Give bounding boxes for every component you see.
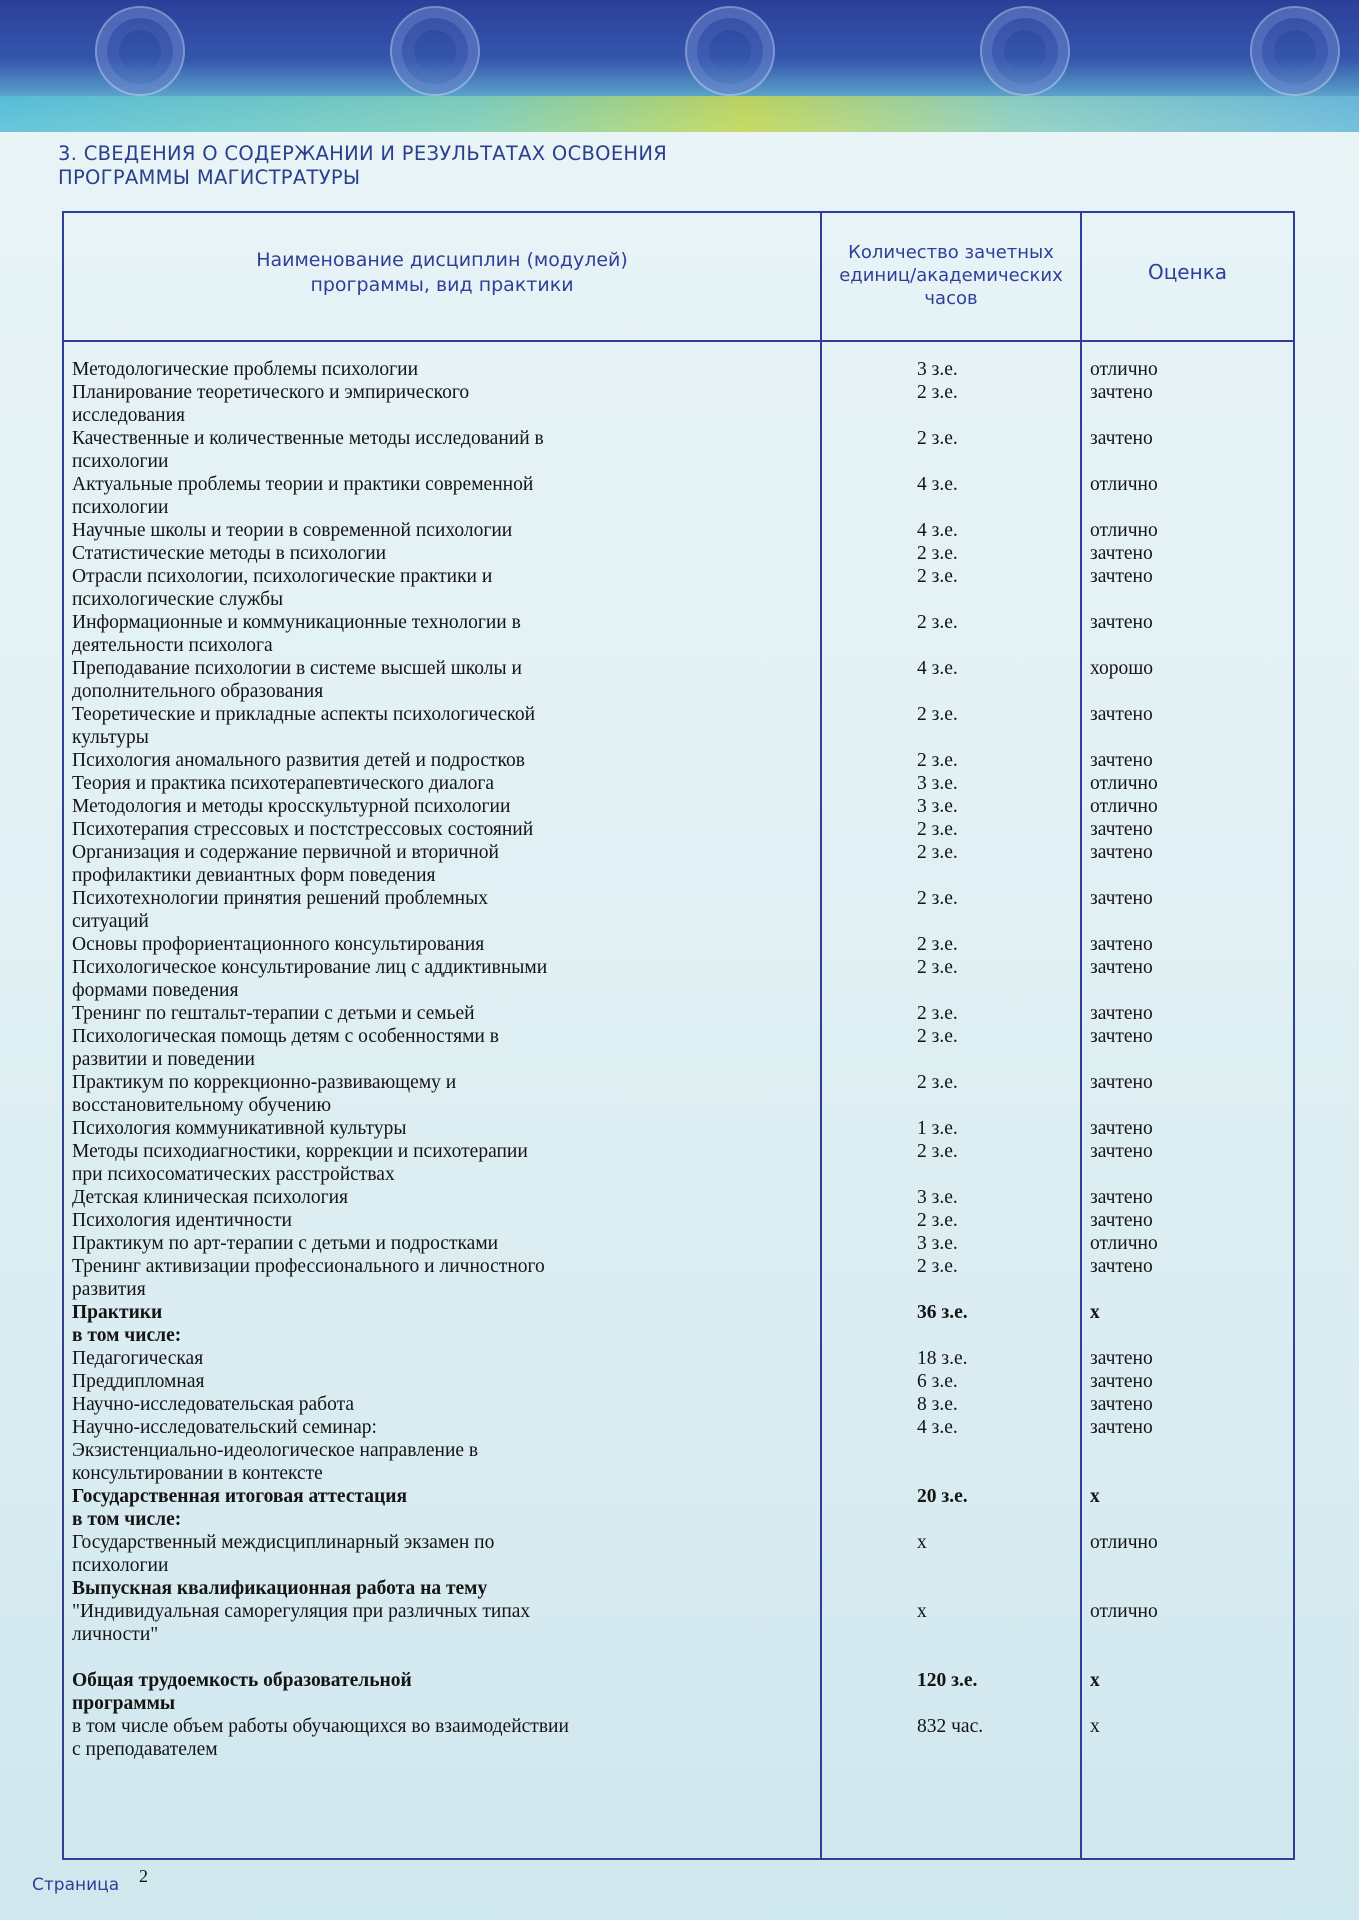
discipline-name-line-1: Преподавание психологии в системе высшей школы и — [72, 658, 522, 679]
grade: отлично — [1090, 773, 1158, 794]
grade: зачтено — [1090, 1003, 1153, 1024]
grade: отлично — [1090, 520, 1158, 541]
discipline-name — [72, 956, 672, 1002]
grade: x — [1090, 1302, 1100, 1323]
grade: зачтено — [1090, 934, 1153, 955]
discipline-name — [72, 1002, 672, 1025]
discipline-name — [72, 473, 672, 519]
section-title — [58, 142, 818, 190]
discipline-name-line-1: в том числе объем работы обучающихся во взаимодействии — [72, 1716, 569, 1737]
grade: зачтено — [1090, 1394, 1153, 1415]
banner-color-band — [0, 96, 1359, 132]
grade: x — [1090, 1670, 1100, 1691]
header-units-line-1: Количество зачетных — [848, 242, 1054, 263]
header-credit-units — [822, 241, 1080, 310]
rosette-ornament-2 — [390, 6, 480, 96]
discipline-name — [72, 703, 672, 749]
page-label: Страница — [32, 1875, 120, 1895]
discipline-name — [72, 565, 672, 611]
credit-units: 4 з.е. — [917, 658, 958, 679]
grade: зачтено — [1090, 750, 1153, 771]
discipline-name — [72, 887, 672, 933]
credit-units: 3 з.е. — [917, 796, 958, 817]
discipline-name-line-2: психологии — [72, 451, 169, 472]
discipline-name — [72, 1393, 672, 1416]
credit-units: 20 з.е. — [917, 1486, 968, 1507]
discipline-name — [72, 1232, 672, 1255]
discipline-name-line-1: Актуальные проблемы теории и практики современной — [72, 474, 534, 495]
discipline-name-line-1: Научные школы и теории в современной психологии — [72, 520, 513, 541]
discipline-name-line-1: Статистические методы в психологии — [72, 543, 387, 564]
header-name-line-2: программы, вид практики — [310, 274, 574, 296]
discipline-name — [72, 1715, 672, 1761]
discipline-name-line-1: Государственная итоговая аттестация — [72, 1486, 408, 1507]
credit-units: 4 з.е. — [917, 1417, 958, 1438]
discipline-name — [72, 1370, 672, 1393]
discipline-name — [72, 1140, 672, 1186]
discipline-name-line-1: Научно-исследовательская работа — [72, 1394, 354, 1415]
discipline-name-line-1: Психотехнологии принятия решений проблемных — [72, 888, 488, 909]
grade: отлично — [1090, 474, 1158, 495]
discipline-name-line-1: Преддипломная — [72, 1371, 205, 1392]
discipline-name-line-2: психологические службы — [72, 589, 284, 610]
discipline-name-line-1: Методологические проблемы психологии — [72, 359, 419, 380]
grade: зачтено — [1090, 1417, 1153, 1438]
credit-units: 2 з.е. — [917, 888, 958, 909]
credit-units: 832 час. — [917, 1716, 984, 1737]
credit-units: 2 з.е. — [917, 1141, 958, 1162]
grade: зачтено — [1090, 957, 1153, 978]
discipline-name-line-2: с преподавателем — [72, 1739, 218, 1760]
section-title-line-2: ПРОГРАММЫ МАГИСТРАТУРЫ — [58, 166, 361, 189]
credit-units: 2 з.е. — [917, 566, 958, 587]
discipline-name — [72, 519, 672, 542]
grade: зачтено — [1090, 1348, 1153, 1369]
discipline-name — [72, 1186, 672, 1209]
discipline-name-line-1: Информационные и коммуникационные технологии в — [72, 612, 521, 633]
rosette-ornament-4 — [980, 6, 1070, 96]
discipline-name-line-2: восстановительному обучению — [72, 1095, 332, 1116]
header-units-line-3: часов — [924, 288, 978, 309]
credit-units: 3 з.е. — [917, 359, 958, 380]
discipline-name — [72, 1416, 672, 1439]
discipline-name-line-2: психологии — [72, 1555, 169, 1576]
credit-units: 2 з.е. — [917, 819, 958, 840]
discipline-name-line-1: Психологическая помощь детям с особенностями в — [72, 1026, 499, 1047]
header-name-line-1: Наименование дисциплин (модулей) — [256, 249, 628, 271]
discipline-name-line-2: дополнительного образования — [72, 681, 324, 702]
discipline-name — [72, 1600, 672, 1646]
discipline-name-line-1: Организация и содержание первичной и вторичной — [72, 842, 499, 863]
discipline-name — [72, 611, 672, 657]
discipline-name-line-1: Выпускная квалификационная работа на тему — [72, 1578, 488, 1599]
discipline-name-line-1: Психология аномального развития детей и подростков — [72, 750, 525, 771]
grade: зачтено — [1090, 704, 1153, 725]
grade: отлично — [1090, 359, 1158, 380]
discipline-name-line-1: Качественные и количественные методы исследований в — [72, 428, 544, 449]
discipline-name — [72, 358, 672, 381]
grade: зачтено — [1090, 543, 1153, 564]
grade: зачтено — [1090, 1187, 1153, 1208]
credit-units: 2 з.е. — [917, 750, 958, 771]
rosette-ornament-3 — [685, 6, 775, 96]
discipline-name-line-2: ситуаций — [72, 911, 149, 932]
discipline-name-line-2: программы — [72, 1693, 176, 1714]
grade: зачтено — [1090, 819, 1153, 840]
discipline-name-line-2: при психосоматических расстройствах — [72, 1164, 395, 1185]
discipline-name — [72, 1669, 672, 1715]
credit-units: 2 з.е. — [917, 1003, 958, 1024]
credit-units: 3 з.е. — [917, 1187, 958, 1208]
grade: зачтено — [1090, 566, 1153, 587]
discipline-name-line-2: в том числе: — [72, 1325, 182, 1346]
discipline-name-line-1: Педагогическая — [72, 1348, 204, 1369]
discipline-name-line-2: развития — [72, 1279, 146, 1300]
credit-units: 2 з.е. — [917, 1026, 958, 1047]
discipline-name — [72, 795, 672, 818]
grade: отлично — [1090, 1233, 1158, 1254]
discipline-name — [72, 1531, 672, 1577]
discipline-name — [72, 1209, 672, 1232]
discipline-name-line-1: Отрасли психологии, психологические практики и — [72, 566, 493, 587]
discipline-name — [72, 381, 672, 427]
discipline-name — [72, 1485, 672, 1531]
discipline-name — [72, 1025, 672, 1071]
discipline-name — [72, 772, 672, 795]
rosette-ornament-1 — [95, 6, 185, 96]
discipline-name — [72, 427, 672, 473]
grade: зачтено — [1090, 428, 1153, 449]
discipline-name-line-2: личности" — [72, 1624, 159, 1645]
discipline-name — [72, 657, 672, 703]
discipline-name — [72, 542, 672, 565]
grade: зачтено — [1090, 382, 1153, 403]
section-title-line-1: 3. СВЕДЕНИЯ О СОДЕРЖАНИИ И РЕЗУЛЬТАТАХ ОСВОЕНИЯ — [58, 142, 668, 165]
discipline-name-line-2: деятельности психолога — [72, 635, 273, 656]
credit-units: 8 з.е. — [917, 1394, 958, 1415]
grade: зачтено — [1090, 888, 1153, 909]
header-discipline-name — [64, 248, 820, 298]
discipline-name-line-1: Практикум по коррекционно-развивающему и — [72, 1072, 457, 1093]
security-banner — [0, 0, 1359, 132]
grade: зачтено — [1090, 1256, 1153, 1277]
credit-units: 1 з.е. — [917, 1118, 958, 1139]
discipline-name — [72, 1255, 672, 1301]
page-number: 2 — [139, 1866, 148, 1886]
discipline-name-line-2: психологии — [72, 497, 169, 518]
column-divider-1 — [820, 211, 822, 1860]
grade: зачтено — [1090, 1371, 1153, 1392]
credit-units: 36 з.е. — [917, 1302, 968, 1323]
grade: зачтено — [1090, 842, 1153, 863]
discipline-name-line-1: Детская клиническая психология — [72, 1187, 348, 1208]
discipline-name-line-1: Тренинг активизации профессионального и личностного — [72, 1256, 545, 1277]
discipline-name-line-2: развитии и поведении — [72, 1049, 255, 1070]
discipline-name-line-1: Психология идентичности — [72, 1210, 292, 1231]
discipline-name — [72, 1301, 672, 1347]
discipline-name — [72, 749, 672, 772]
credit-units: 2 з.е. — [917, 934, 958, 955]
grade: зачтено — [1090, 1118, 1153, 1139]
grade: зачтено — [1090, 1141, 1153, 1162]
discipline-name — [72, 1439, 672, 1485]
credit-units: 3 з.е. — [917, 1233, 958, 1254]
discipline-name — [72, 841, 672, 887]
discipline-name-line-1: Теоретические и прикладные аспекты психологической — [72, 704, 536, 725]
credit-units: 2 з.е. — [917, 842, 958, 863]
grade: x — [1090, 1486, 1100, 1507]
grade: зачтено — [1090, 1210, 1153, 1231]
credit-units: 6 з.е. — [917, 1371, 958, 1392]
credit-units: 2 з.е. — [917, 957, 958, 978]
discipline-name — [72, 818, 672, 841]
discipline-name — [72, 1071, 672, 1117]
header-units-line-2: единиц/академических — [839, 265, 1063, 286]
credit-units: 3 з.е. — [917, 773, 958, 794]
discipline-name-line-1: Планирование теоретического и эмпирического — [72, 382, 470, 403]
discipline-name-line-2: профилактики девиантных форм поведения — [72, 865, 436, 886]
discipline-name — [72, 1577, 672, 1600]
discipline-name-line-2: культуры — [72, 727, 149, 748]
discipline-name-line-1: Методология и методы кросскультурной психологии — [72, 796, 511, 817]
discipline-name-line-1: Практики — [72, 1302, 163, 1323]
credit-units: x — [917, 1532, 927, 1553]
credit-units: 2 з.е. — [917, 543, 958, 564]
grade: зачтено — [1090, 612, 1153, 633]
discipline-name-line-1: Методы психодиагностики, коррекции и психотерапии — [72, 1141, 528, 1162]
discipline-name — [72, 933, 672, 956]
credit-units: 2 з.е. — [917, 1210, 958, 1231]
credit-units: 18 з.е. — [917, 1348, 968, 1369]
header-divider — [62, 340, 1295, 342]
discipline-name-line-1: Основы профориентационного консультирования — [72, 934, 485, 955]
discipline-name-line-1: "Индивидуальная саморегуляция при различных типах — [72, 1601, 531, 1622]
discipline-name-line-1: Тренинг по гештальт-терапии с детьми и семьей — [72, 1003, 475, 1024]
discipline-name — [72, 1117, 672, 1140]
credit-units: 120 з.е. — [917, 1670, 978, 1691]
grade: зачтено — [1090, 1072, 1153, 1093]
credit-units: 2 з.е. — [917, 704, 958, 725]
rosette-ornament-5 — [1250, 6, 1340, 96]
grade: зачтено — [1090, 1026, 1153, 1047]
discipline-name-line-1: Психологическое консультирование лиц с аддиктивными — [72, 957, 548, 978]
credit-units: x — [917, 1601, 927, 1622]
credit-units: 2 з.е. — [917, 1072, 958, 1093]
discipline-name-line-2: консультировании в контексте — [72, 1463, 323, 1484]
discipline-name-line-1: Психология коммуникативной культуры — [72, 1118, 407, 1139]
credit-units: 4 з.е. — [917, 474, 958, 495]
grade: отлично — [1090, 796, 1158, 817]
header-grade: Оценка — [1147, 260, 1228, 284]
discipline-name-line-1: Научно-исследовательский семинар: — [72, 1417, 377, 1438]
discipline-name — [72, 1347, 672, 1370]
discipline-name-line-1: Теория и практика психотерапевтического диалога — [72, 773, 495, 794]
discipline-name-line-1: Экзистенциально-идеологическое направление в — [72, 1440, 479, 1461]
discipline-name-line-1: Общая трудоемкость образовательной — [72, 1670, 412, 1691]
grade: отлично — [1090, 1532, 1158, 1553]
credit-units: 4 з.е. — [917, 520, 958, 541]
discipline-name-line-1: Государственный междисциплинарный экзамен по — [72, 1532, 495, 1553]
credit-units: 2 з.е. — [917, 382, 958, 403]
discipline-name-line-2: формами поведения — [72, 980, 239, 1001]
grade: отлично — [1090, 1601, 1158, 1622]
discipline-name-line-2: в том числе: — [72, 1509, 182, 1530]
discipline-name-line-1: Практикум по арт-терапии с детьми и подростками — [72, 1233, 499, 1254]
grade: x — [1090, 1716, 1100, 1737]
credit-units: 2 з.е. — [917, 1256, 958, 1277]
discipline-name-line-1: Психотерапия стрессовых и постстрессовых состояний — [72, 819, 534, 840]
discipline-name-line-2: исследования — [72, 405, 185, 426]
grade: хорошо — [1090, 658, 1154, 679]
credit-units: 2 з.е. — [917, 428, 958, 449]
credit-units: 2 з.е. — [917, 612, 958, 633]
